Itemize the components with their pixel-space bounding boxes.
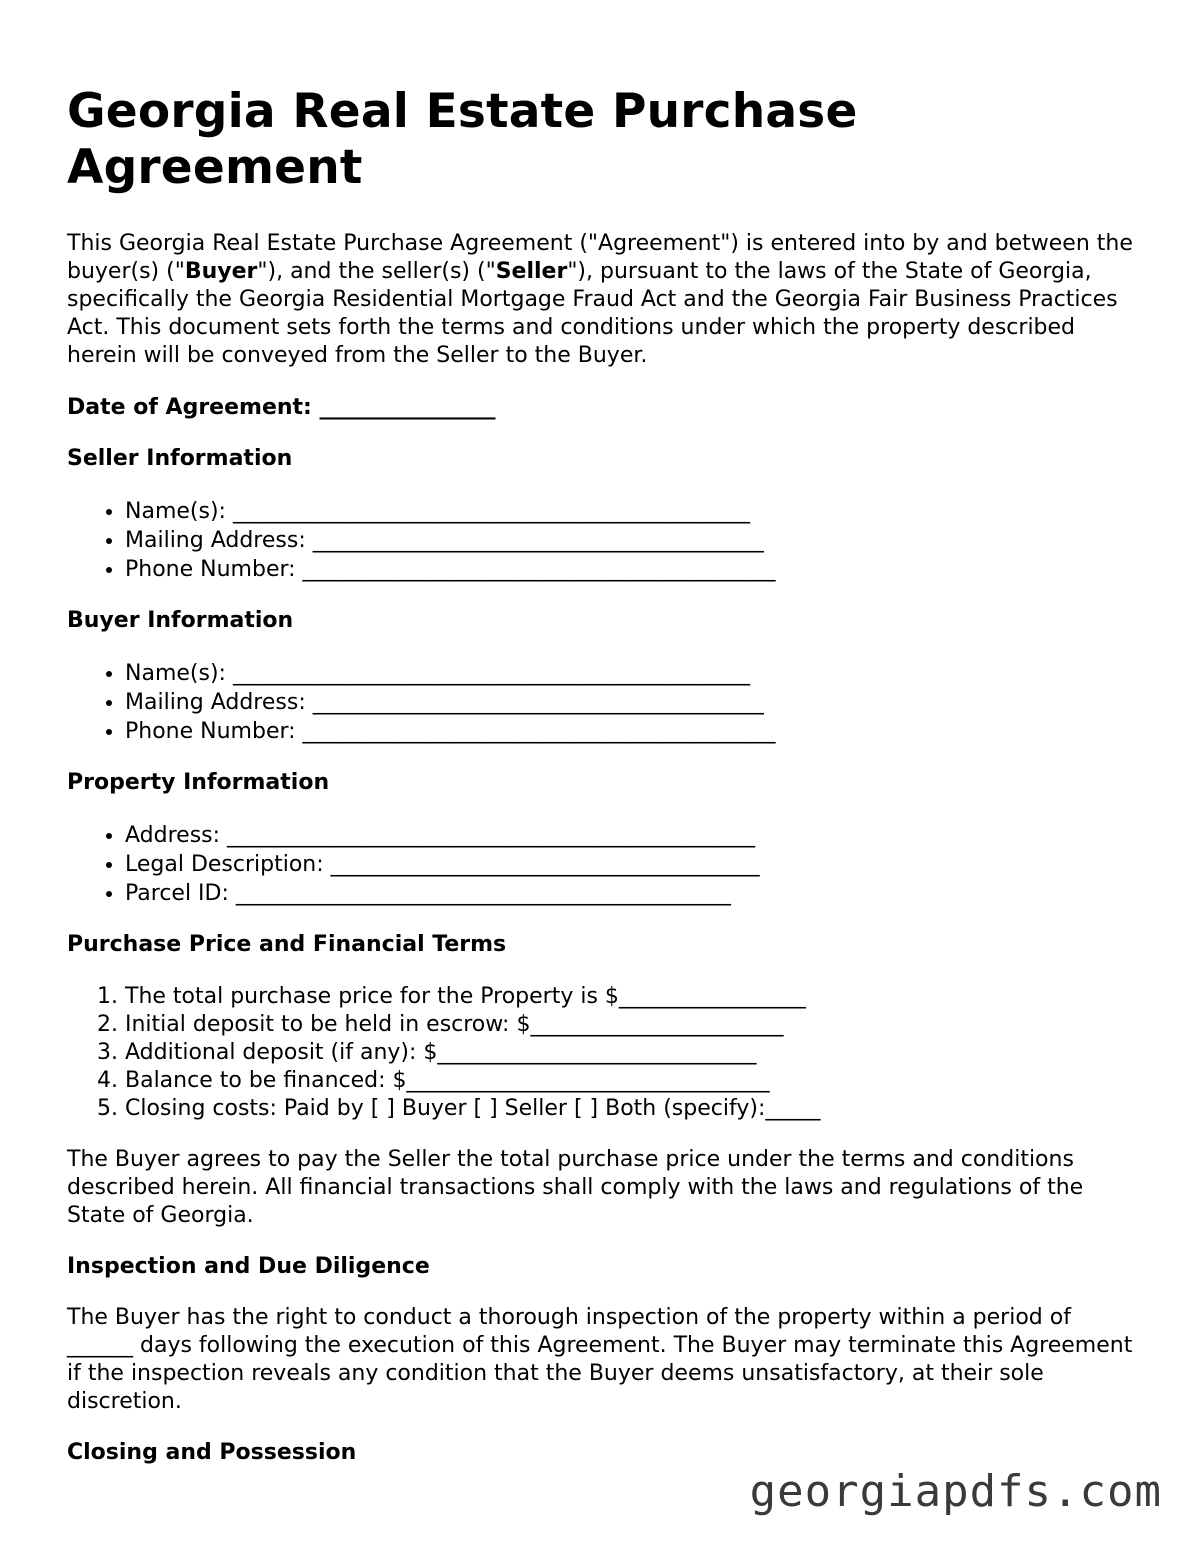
- purchase-price-list: [67, 983, 1137, 1123]
- intro-text-1: This Georgia Real Estate Purchase Agreement ("Agreement") is entered into by and between the buyer(s) (": [67, 231, 1133, 284]
- document-page: [67, 84, 1137, 1467]
- property-info-list: [67, 821, 1137, 908]
- intro-buyer-term: Buyer: [184, 259, 258, 284]
- buyer-phone-field: • Phone Number: ___________________________________________: [125, 717, 1137, 746]
- inspection-heading: Inspection and Due Diligence: [67, 1254, 430, 1279]
- closing-heading: Closing and Possession: [67, 1440, 357, 1465]
- seller-address-field: • Mailing Address: _________________________________________: [125, 526, 1137, 555]
- total-price-field: 1. The total purchase price for the Property is $_________________: [125, 983, 1137, 1011]
- site-watermark: georgiapdfs.com: [749, 1466, 1162, 1517]
- property-parcel-id-field: • Parcel ID: _____________________________________________: [125, 879, 1137, 908]
- intro-paragraph: [67, 230, 1137, 370]
- buyer-name-field: • Name(s): _______________________________________________: [125, 659, 1137, 688]
- intro-text-2: "), and the seller(s) (": [257, 259, 496, 284]
- seller-name-field: • Name(s): _______________________________________________: [125, 497, 1137, 526]
- additional-deposit-field: 3. Additional deposit (if any): $_____________________________: [125, 1039, 1137, 1067]
- property-info-heading: Property Information: [67, 770, 330, 795]
- closing-costs-field: 5. Closing costs: Paid by [ ] Buyer [ ] Seller [ ] Both (specify):_____: [125, 1095, 1137, 1123]
- buyer-info-heading: Buyer Information: [67, 608, 294, 633]
- purchase-price-heading: Purchase Price and Financial Terms: [67, 932, 507, 957]
- inspection-paragraph: The Buyer has the right to conduct a thorough inspection of the property within a period of ______ days following the execution of this Agreement. The Buyer may terminate this Agreement if the inspection reveals any condition that the Buyer deems unsatisfactory, at their sole discretion.: [67, 1305, 1133, 1414]
- document-title: Georgia Real Estate Purchase Agreement: [67, 84, 858, 195]
- seller-info-list: [67, 497, 1137, 584]
- intro-text-3: "), pursuant to the laws of the State of Georgia, specifically the Georgia Residential Mortgage Fraud Act and the Georgia Fair Business Practices Act. This document sets forth the terms and conditions under which the property described herein will be conveyed from the Seller to the Buyer.: [67, 259, 1118, 368]
- initial-deposit-field: 2. Initial deposit to be held in escrow: $_______________________: [125, 1011, 1137, 1039]
- buyer-address-field: • Mailing Address: _________________________________________: [125, 688, 1137, 717]
- seller-phone-field: • Phone Number: ___________________________________________: [125, 555, 1137, 584]
- purchase-price-paragraph: The Buyer agrees to pay the Seller the total purchase price under the terms and conditions described herein. All financial transactions shall comply with the laws and regulations of the State of Georgia.: [67, 1147, 1084, 1228]
- intro-seller-term: Seller: [495, 259, 568, 284]
- seller-info-heading: Seller Information: [67, 446, 293, 471]
- property-legal-description-field: • Legal Description: _______________________________________: [125, 850, 1137, 879]
- property-address-field: • Address: ________________________________________________: [125, 821, 1137, 850]
- date-of-agreement: Date of Agreement: ________________: [67, 395, 496, 420]
- buyer-info-list: [67, 659, 1137, 746]
- balance-financed-field: 4. Balance to be financed: $_________________________________: [125, 1067, 1137, 1095]
